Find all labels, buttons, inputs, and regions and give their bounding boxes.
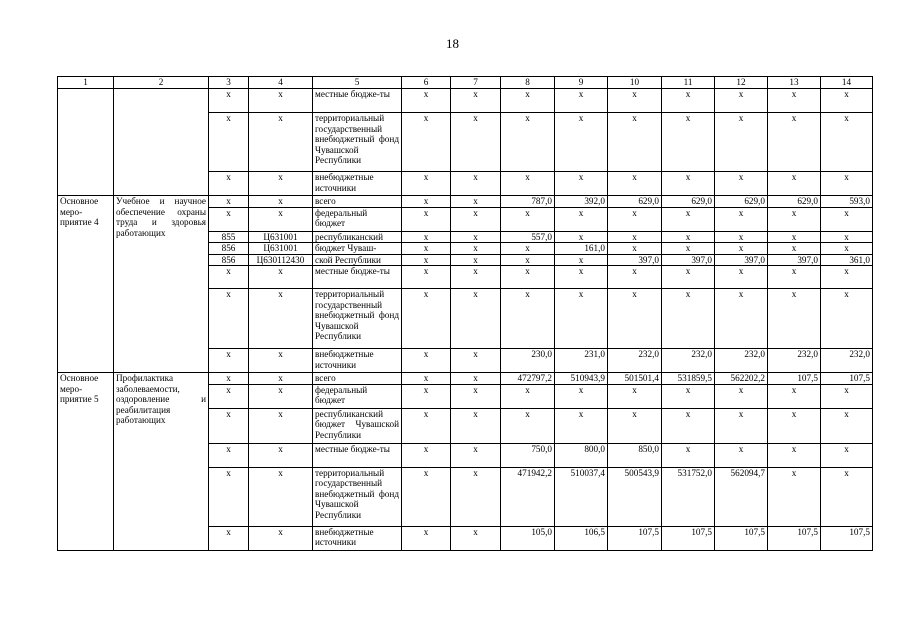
value-cell: 800,0	[555, 443, 608, 467]
funding-source: местные бюдже-ты	[313, 266, 402, 289]
funding-source: бюджет Чуваш-	[313, 243, 402, 255]
value-cell: x	[768, 289, 821, 349]
code-cell: x	[209, 89, 249, 113]
column-number: 11	[662, 77, 715, 89]
funding-source: республиканский бюджет Чувашской Республики	[313, 408, 402, 443]
value-cell: x	[451, 384, 501, 408]
activity-description: Учебное и научное обеспечение охраны труда и здоровья работающих	[114, 196, 209, 373]
value-cell: x	[608, 172, 662, 196]
code-cell: Ц631001	[249, 243, 313, 255]
value-cell: x	[402, 231, 451, 243]
value-cell: 231,0	[555, 349, 608, 373]
code-cell: x	[249, 526, 313, 550]
column-number: 7	[451, 77, 501, 89]
value-cell: x	[821, 231, 873, 243]
value-cell: x	[662, 207, 715, 231]
value-cell: x	[402, 113, 451, 172]
column-number: 10	[608, 77, 662, 89]
value-cell: x	[501, 384, 555, 408]
table-row	[58, 89, 873, 113]
value-cell: 397,0	[608, 254, 662, 266]
value-cell: x	[821, 89, 873, 113]
value-cell: x	[662, 231, 715, 243]
value-cell: x	[501, 207, 555, 231]
value-cell: x	[402, 243, 451, 255]
value-cell: x	[715, 172, 768, 196]
value-cell: x	[402, 89, 451, 113]
code-cell: x	[209, 467, 249, 526]
value-cell: 107,5	[715, 526, 768, 550]
value-cell: 531859,5	[662, 373, 715, 385]
value-cell: 107,5	[821, 373, 873, 385]
value-cell: x	[555, 172, 608, 196]
column-number: 13	[768, 77, 821, 89]
value-cell: 106,5	[555, 526, 608, 550]
value-cell: x	[662, 243, 715, 255]
value-cell: 629,0	[768, 196, 821, 208]
code-cell: x	[249, 113, 313, 172]
activity-description: Профилактика заболеваемости, оздоровление и реабилитация работающих	[114, 373, 209, 551]
value-cell: x	[402, 384, 451, 408]
value-cell: 629,0	[662, 196, 715, 208]
column-number: 8	[501, 77, 555, 89]
value-cell: x	[715, 243, 768, 255]
value-cell: 397,0	[715, 254, 768, 266]
activity-description	[114, 89, 209, 196]
value-cell: x	[662, 266, 715, 289]
value-cell: x	[501, 243, 555, 255]
value-cell: x	[608, 243, 662, 255]
value-cell: x	[608, 231, 662, 243]
value-cell: x	[555, 384, 608, 408]
value-cell: x	[821, 443, 873, 467]
activity-name	[58, 89, 114, 196]
funding-source: внебюджетные источники	[313, 349, 402, 373]
code-cell: x	[249, 373, 313, 385]
code-cell: x	[249, 289, 313, 349]
code-cell: x	[209, 196, 249, 208]
value-cell: x	[821, 207, 873, 231]
value-cell: x	[768, 231, 821, 243]
value-cell: 161,0	[555, 243, 608, 255]
header-row	[58, 77, 873, 89]
value-cell: x	[768, 266, 821, 289]
value-cell: x	[662, 172, 715, 196]
value-cell: 787,0	[501, 196, 555, 208]
funding-source: местные бюдже-ты	[313, 443, 402, 467]
value-cell: 232,0	[608, 349, 662, 373]
value-cell: x	[821, 266, 873, 289]
value-cell: x	[715, 207, 768, 231]
value-cell: 562094,7	[715, 467, 768, 526]
value-cell: 510943,9	[555, 373, 608, 385]
value-cell: x	[451, 89, 501, 113]
value-cell: x	[402, 526, 451, 550]
value-cell: 232,0	[662, 349, 715, 373]
funding-source: республиканский	[313, 231, 402, 243]
value-cell: x	[451, 526, 501, 550]
value-cell: x	[768, 443, 821, 467]
value-cell: x	[768, 384, 821, 408]
value-cell: 850,0	[608, 443, 662, 467]
value-cell: 629,0	[608, 196, 662, 208]
code-cell: x	[249, 89, 313, 113]
page-number: 18	[446, 36, 459, 51]
value-cell: 107,5	[768, 526, 821, 550]
value-cell: x	[451, 373, 501, 385]
value-cell: x	[821, 172, 873, 196]
value-cell: x	[662, 113, 715, 172]
value-cell: x	[402, 172, 451, 196]
value-cell: 107,5	[662, 526, 715, 550]
value-cell: 397,0	[768, 254, 821, 266]
value-cell: x	[768, 113, 821, 172]
code-cell: x	[209, 443, 249, 467]
code-cell: x	[249, 196, 313, 208]
value-cell: 232,0	[768, 349, 821, 373]
value-cell: 531752,0	[662, 467, 715, 526]
value-cell: x	[555, 266, 608, 289]
code-cell: Ц631001	[249, 231, 313, 243]
value-cell: x	[715, 289, 768, 349]
column-number: 5	[313, 77, 402, 89]
value-cell: x	[402, 443, 451, 467]
funding-source: территориальный государственный внебюджетный фонд Чувашской Республики	[313, 113, 402, 172]
value-cell: x	[451, 443, 501, 467]
code-cell: x	[209, 526, 249, 550]
value-cell: x	[501, 172, 555, 196]
value-cell: x	[451, 113, 501, 172]
value-cell: 557,0	[501, 231, 555, 243]
value-cell: 392,0	[555, 196, 608, 208]
value-cell: x	[768, 172, 821, 196]
value-cell: x	[555, 113, 608, 172]
value-cell: x	[501, 408, 555, 443]
value-cell: x	[608, 207, 662, 231]
code-cell: x	[209, 289, 249, 349]
value-cell: 107,5	[821, 526, 873, 550]
value-cell: x	[451, 231, 501, 243]
value-cell: x	[451, 207, 501, 231]
code-cell: x	[249, 384, 313, 408]
value-cell: x	[821, 384, 873, 408]
value-cell: x	[662, 384, 715, 408]
value-cell: x	[555, 408, 608, 443]
value-cell: 629,0	[715, 196, 768, 208]
column-number: 9	[555, 77, 608, 89]
value-cell: x	[451, 172, 501, 196]
column-number: 2	[114, 77, 209, 89]
value-cell: x	[555, 231, 608, 243]
value-cell: 105,0	[501, 526, 555, 550]
value-cell: x	[402, 289, 451, 349]
value-cell: x	[402, 349, 451, 373]
column-number: 1	[58, 77, 114, 89]
value-cell: x	[821, 408, 873, 443]
column-number: 6	[402, 77, 451, 89]
funding-source: внебюджетные источники	[313, 526, 402, 550]
value-cell: 361,0	[821, 254, 873, 266]
value-cell: 397,0	[662, 254, 715, 266]
activity-name: Основное меро-приятие 5	[58, 373, 114, 551]
code-cell: x	[249, 349, 313, 373]
value-cell: x	[555, 207, 608, 231]
column-number: 14	[821, 77, 873, 89]
activity-name: Основное меро-приятие 4	[58, 196, 114, 373]
value-cell: x	[821, 289, 873, 349]
value-cell: x	[608, 266, 662, 289]
value-cell: x	[402, 254, 451, 266]
value-cell: 232,0	[821, 349, 873, 373]
code-cell: 855	[209, 231, 249, 243]
value-cell: x	[451, 254, 501, 266]
code-cell: x	[249, 467, 313, 526]
value-cell: 500543,9	[608, 467, 662, 526]
value-cell: x	[451, 349, 501, 373]
code-cell: x	[209, 408, 249, 443]
value-cell: 501501,4	[608, 373, 662, 385]
code-cell: x	[249, 207, 313, 231]
value-cell: 593,0	[821, 196, 873, 208]
value-cell: 230,0	[501, 349, 555, 373]
value-cell: x	[402, 373, 451, 385]
value-cell: x	[402, 196, 451, 208]
column-number: 12	[715, 77, 768, 89]
code-cell: Ц630112430	[249, 254, 313, 266]
value-cell: x	[821, 243, 873, 255]
value-cell: x	[402, 207, 451, 231]
value-cell: x	[715, 443, 768, 467]
value-cell: x	[608, 408, 662, 443]
value-cell: 472797,2	[501, 373, 555, 385]
value-cell: x	[555, 254, 608, 266]
value-cell: 750,0	[501, 443, 555, 467]
value-cell: x	[451, 289, 501, 349]
value-cell: x	[451, 408, 501, 443]
value-cell: x	[715, 384, 768, 408]
code-cell: x	[209, 113, 249, 172]
funding-source: ской Республики	[313, 254, 402, 266]
value-cell: x	[501, 289, 555, 349]
funding-source: территориальный государственный внебюджетный фонд Чувашской Республики	[313, 289, 402, 349]
value-cell: x	[662, 89, 715, 113]
value-cell: x	[608, 113, 662, 172]
code-cell: 856	[209, 254, 249, 266]
value-cell: x	[768, 207, 821, 231]
value-cell: 107,5	[768, 373, 821, 385]
value-cell: x	[821, 467, 873, 526]
value-cell: x	[608, 384, 662, 408]
value-cell: x	[402, 467, 451, 526]
value-cell: x	[768, 89, 821, 113]
value-cell: 107,5	[608, 526, 662, 550]
column-number: 3	[209, 77, 249, 89]
value-cell: x	[715, 89, 768, 113]
value-cell: x	[715, 113, 768, 172]
table-row	[58, 373, 873, 385]
value-cell: x	[608, 289, 662, 349]
funding-source: местные бюдже-ты	[313, 89, 402, 113]
funding-source: всего	[313, 373, 402, 385]
funding-source: всего	[313, 196, 402, 208]
column-number: 4	[249, 77, 313, 89]
value-cell: x	[608, 89, 662, 113]
table-row	[58, 196, 873, 208]
value-cell: x	[768, 467, 821, 526]
value-cell: 232,0	[715, 349, 768, 373]
value-cell: x	[451, 196, 501, 208]
value-cell: x	[555, 289, 608, 349]
value-cell: 471942,2	[501, 467, 555, 526]
code-cell: x	[209, 349, 249, 373]
code-cell: x	[209, 373, 249, 385]
value-cell: x	[662, 289, 715, 349]
code-cell: x	[209, 266, 249, 289]
code-cell: x	[249, 266, 313, 289]
value-cell: x	[501, 113, 555, 172]
code-cell: x	[249, 408, 313, 443]
code-cell: x	[209, 384, 249, 408]
funding-source: внебюджетные источники	[313, 172, 402, 196]
value-cell: x	[451, 467, 501, 526]
code-cell: x	[209, 207, 249, 231]
value-cell: x	[501, 89, 555, 113]
value-cell: x	[715, 266, 768, 289]
value-cell: x	[768, 243, 821, 255]
value-cell: x	[662, 408, 715, 443]
budget-table	[57, 76, 873, 551]
value-cell: 562202,2	[715, 373, 768, 385]
value-cell: x	[501, 266, 555, 289]
value-cell: x	[715, 231, 768, 243]
value-cell: x	[451, 243, 501, 255]
funding-source: федеральный бюджет	[313, 207, 402, 231]
code-cell: x	[249, 443, 313, 467]
funding-source: федеральный бюджет	[313, 384, 402, 408]
code-cell: x	[249, 172, 313, 196]
value-cell: x	[451, 266, 501, 289]
value-cell: x	[662, 443, 715, 467]
value-cell: x	[768, 408, 821, 443]
code-cell: 856	[209, 243, 249, 255]
value-cell: 510037,4	[555, 467, 608, 526]
value-cell: x	[555, 89, 608, 113]
value-cell: x	[402, 266, 451, 289]
value-cell: x	[402, 408, 451, 443]
value-cell: x	[715, 408, 768, 443]
value-cell: x	[821, 113, 873, 172]
funding-source: территориальный государственный внебюджетный фонд Чувашской Республики	[313, 467, 402, 526]
value-cell: x	[501, 254, 555, 266]
code-cell: x	[209, 172, 249, 196]
